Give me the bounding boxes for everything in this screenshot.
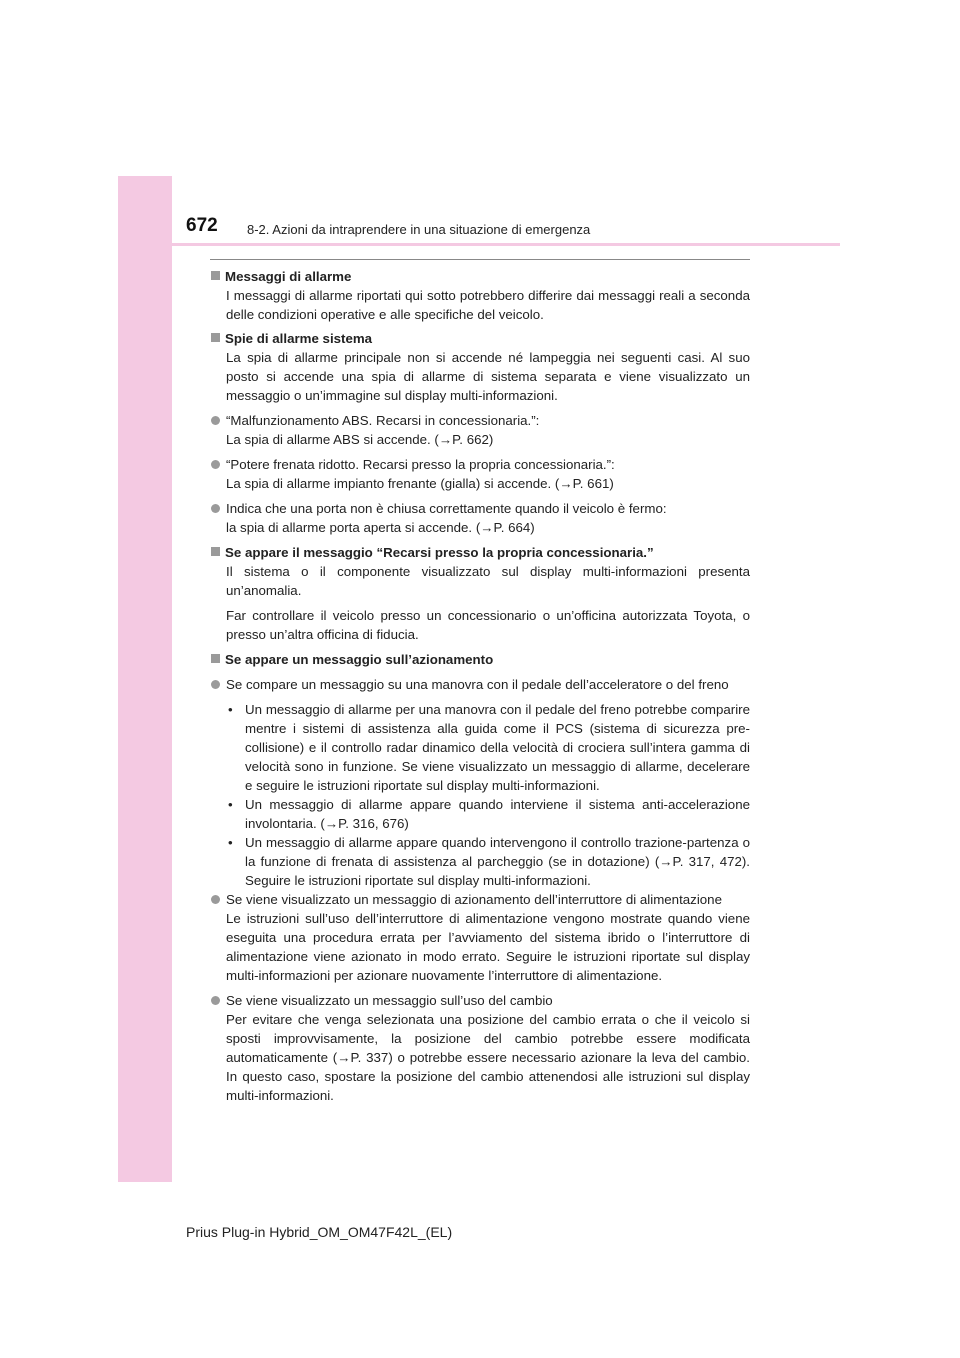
section-tab-bar	[118, 176, 172, 1182]
page-content	[210, 267, 750, 1105]
bullet-title: “Potere frenata ridotto. Recarsi presso la propria concessionaria.”:	[226, 457, 615, 472]
heading-dealer-message: Se appare il messaggio “Recarsi presso la propria concessionaria.”	[210, 543, 750, 562]
header-divider	[172, 243, 840, 246]
bullet-item	[210, 890, 750, 985]
dash-item: • Un messaggio di allarme appare quando intervengono il controllo trazione-partenza o la funzione di frenata di assistenza al parcheggio (se in dotazione) (→P. 317, 472). Seguire le istruzioni riportate sul display multi-informazioni.	[210, 833, 750, 890]
bullet-text: Le istruzioni sull’uso dell’interruttore di alimentazione vengono mostrate quando viene eseguita una procedura errata per l’avviamento del sistema ibrido o l’interruttore di alimentazione viene azionato in modo errato. Seguire le istruzioni riportate sul display multi-informazioni per azionare nuovamente l’interruttore di alimentazione.	[226, 911, 750, 983]
bullet-title: Se viene visualizzato un messaggio di azionamento dell’interruttore di alimentazione	[226, 892, 722, 907]
bullet-item: Se compare un messaggio su una manovra con il pedale dell’acceleratore o del freno	[210, 675, 750, 694]
heading-warning-messages: Messaggi di allarme	[210, 267, 750, 286]
dash-item: • Un messaggio di allarme per una manovra con il pedale del freno potrebbe comparire mentre i sistemi di assistenza alla guida come il PCS (sistema di sicurezza pre-collisione) e il controllo radar dinamico della velocità di crociera sull’intera gamma di velocità sono in funzione. Se viene visualizzato un messaggio di allarme, decelerare e seguire le istruzioni riportate sul display multi-informazioni.	[210, 700, 750, 795]
bullet-text: La spia di allarme impianto frenante (gialla) si accende. (→P. 661)	[226, 476, 614, 491]
bullet-item	[210, 991, 750, 1105]
paragraph: La spia di allarme principale non si accende né lampeggia nei seguenti casi. Al suo posto si accende una spia di allarme di sistema separata e viene visualizzato un messaggio o un’immagine sul display multi-informazioni.	[226, 350, 750, 403]
bullet-text: Per evitare che venga selezionata una posizione del cambio errata o che il veicolo si sposti improvvisamente, la posizione del cambio potrebbe essere modificata automaticamente (→P. 337) o potrebbe essere necessario azionare la leva del cambio. In questo caso, spostare la posizione del cambio attenendosi alle istruzioni sul display multi-informazioni.	[226, 1012, 750, 1103]
bullet-item	[210, 455, 750, 493]
document-id: Prius Plug-in Hybrid_OM_OM47F42L_(EL)	[186, 1224, 453, 1240]
paragraph: I messaggi di allarme riportati qui sotto potrebbero differire dai messaggi reali a seconda delle condizioni operative e alle specifiche del veicolo.	[226, 288, 750, 322]
section-title: 8-2. Azioni da intraprendere in una situazione di emergenza	[247, 222, 591, 237]
bullet-item	[210, 411, 750, 449]
heading-operation-message: Se appare un messaggio sull’azionamento	[210, 650, 750, 669]
bullet-title: “Malfunzionamento ABS. Recarsi in concessionaria.”:	[226, 413, 540, 428]
page-number: 672	[186, 215, 218, 236]
heading-system-warning-lights: Spie di allarme sistema	[210, 329, 750, 348]
bullet-text: la spia di allarme porta aperta si accende. (→P. 664)	[226, 520, 535, 535]
bullet-item	[210, 499, 750, 537]
bullet-title: Se viene visualizzato un messaggio sull’uso del cambio	[226, 993, 553, 1008]
paragraph: Il sistema o il componente visualizzato sul display multi-informazioni presenta un’anomalia.	[226, 564, 750, 598]
paragraph: Far controllare il veicolo presso un concessionario o un’officina autorizzata Toyota, o presso un’altra officina di fiducia.	[226, 608, 750, 642]
bullet-title: Indica che una porta non è chiusa correttamente quando il veicolo è fermo:	[226, 501, 667, 516]
content-divider	[210, 259, 750, 260]
dash-item: • Un messaggio di allarme appare quando interviene il sistema anti-accelerazione involontaria. (→P. 316, 676)	[210, 795, 750, 833]
bullet-text: La spia di allarme ABS si accende. (→P. 662)	[226, 432, 494, 447]
